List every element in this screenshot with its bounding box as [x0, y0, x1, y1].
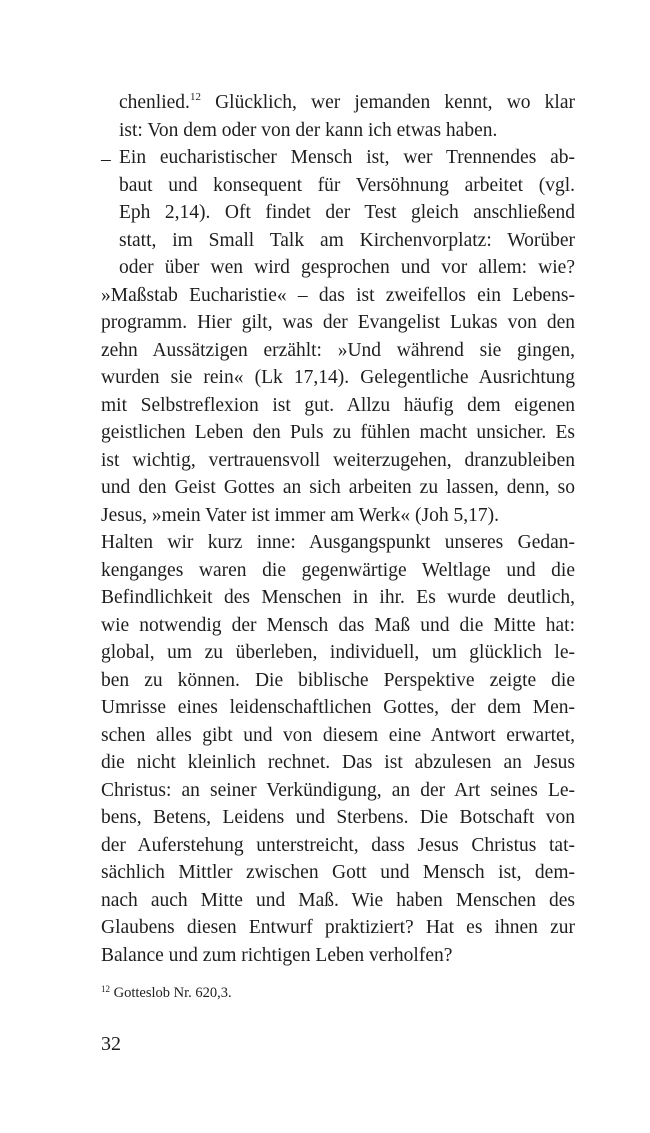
text-run: Befindlichkeit des Menschen in ihr. Es wurde deutlich, [101, 587, 575, 608]
text-run: der Auferstehung unterstreicht, dass Jesus Christus tat- [101, 834, 575, 856]
text-line [101, 776, 575, 805]
text-line [101, 336, 575, 365]
text-run: ben zu können. Die biblische Perspektive zeigte die [101, 669, 575, 691]
text-run: schen alles gibt und von diesem eine Antwort erwartet, [101, 724, 575, 746]
text-line [101, 501, 600, 530]
text-run: Christus: an seiner Verkündigung, an der Art seines Le- [101, 779, 575, 801]
text-run: die nicht kleinlich rechnet. Das ist abzulesen an Jesus [101, 752, 575, 773]
text-line [119, 143, 575, 172]
text-line [101, 858, 575, 887]
text-line [101, 886, 575, 915]
text-line [101, 748, 575, 777]
text-line [101, 666, 575, 695]
list-dash: – [101, 149, 111, 170]
text-line [101, 473, 575, 502]
text-line [101, 556, 575, 585]
text-run: Balance und zum richtigen Leben verholfen? [101, 944, 453, 966]
footnote-ref: 12 [189, 91, 201, 103]
text-line [101, 611, 575, 640]
text-line [101, 831, 575, 860]
text-run: sächlich Mittler zwischen Gott und Mensch ist, dem- [101, 862, 575, 883]
text-run: »Maßstab Eucharistie« – das ist zweifellos ein Lebens- [101, 284, 575, 306]
text-line [101, 418, 575, 447]
text-run: ist wichtig, vertrauensvoll weiterzugehen, dranzubleiben [101, 449, 575, 471]
text-run: und den Geist Gottes an sich arbeiten zu lassen, denn, so [101, 477, 575, 498]
text-line [101, 528, 575, 557]
text-run: wie notwendig der Mensch das Maß und die Mitte hat: [101, 614, 575, 636]
text-run: oder über wen wird gesprochen und vor allem: wie? [119, 257, 575, 278]
text-line [119, 171, 575, 200]
text-line [101, 721, 575, 750]
text-run: Glaubens diesen Entwurf praktiziert? Hat es ihnen zur [101, 917, 575, 938]
text-line [101, 391, 575, 420]
text-line [119, 116, 600, 145]
footnote-marker: 12 [101, 984, 110, 994]
text-line [101, 941, 600, 970]
text-run: Jesus, »mein Vater ist immer am Werk« (Joh 5,17). [101, 504, 499, 526]
text-line [101, 913, 575, 942]
text-line [101, 363, 575, 392]
text-line [119, 198, 575, 227]
text-run: Eph 2,14). Oft findet der Test gleich anschließend [119, 202, 575, 223]
text-line [101, 693, 575, 722]
text-run: kenganges waren die gegenwärtige Weltlage und die [101, 559, 575, 581]
text-run: zehn Aussätzigen erzählt: »Und während sie gingen, [101, 339, 575, 361]
text-line [119, 226, 575, 255]
text-run: global, um zu überleben, individuell, um glücklich le- [101, 642, 575, 663]
text-run: geistlichen Leben den Puls zu fühlen macht unsicher. Es [101, 422, 575, 443]
text-line [119, 88, 575, 117]
text-run: Umrisse eines leidenschaftlichen Gottes, der dem Men- [101, 697, 575, 718]
text-line [101, 446, 575, 475]
text-line [101, 803, 575, 832]
text-line [119, 253, 575, 282]
page-number: 32 [101, 1033, 121, 1055]
text-run: bens, Betens, Leidens und Sterbens. Die Botschaft von [101, 807, 575, 828]
footnote-text: Gotteslob Nr. 620,3. [110, 985, 232, 1001]
text-run: statt, im Small Talk am Kirchenvorplatz: Worüber [119, 229, 575, 251]
text-run: Glücklich, wer jemanden kennt, wo klar [200, 92, 575, 113]
text-run: wurden sie rein« (Lk 17,14). Gelegentliche Ausrichtung [101, 367, 575, 388]
text-run: Ein eucharistischer Mensch ist, wer Trennendes ab- [119, 147, 575, 168]
text-line [101, 308, 575, 337]
text-run: nach auch Mitte und Maß. Wie haben Menschen des [101, 889, 575, 911]
text-line [101, 583, 575, 612]
text-run: programm. Hier gilt, was der Evangelist Lukas von den [101, 312, 575, 333]
text-line [101, 638, 575, 667]
footnote [101, 983, 232, 1004]
text-run: baut und konsequent für Versöhnung arbeitet (vgl. [119, 174, 575, 196]
text-run: ist: Von dem oder von der kann ich etwas haben. [119, 119, 498, 141]
text-run: mit Selbstreflexion ist gut. Allzu häufig dem eigenen [101, 394, 575, 416]
text-line [101, 281, 575, 310]
text-run: chenlied. [119, 92, 190, 113]
text-run: Halten wir kurz inne: Ausgangspunkt unseres Gedan- [101, 532, 575, 553]
